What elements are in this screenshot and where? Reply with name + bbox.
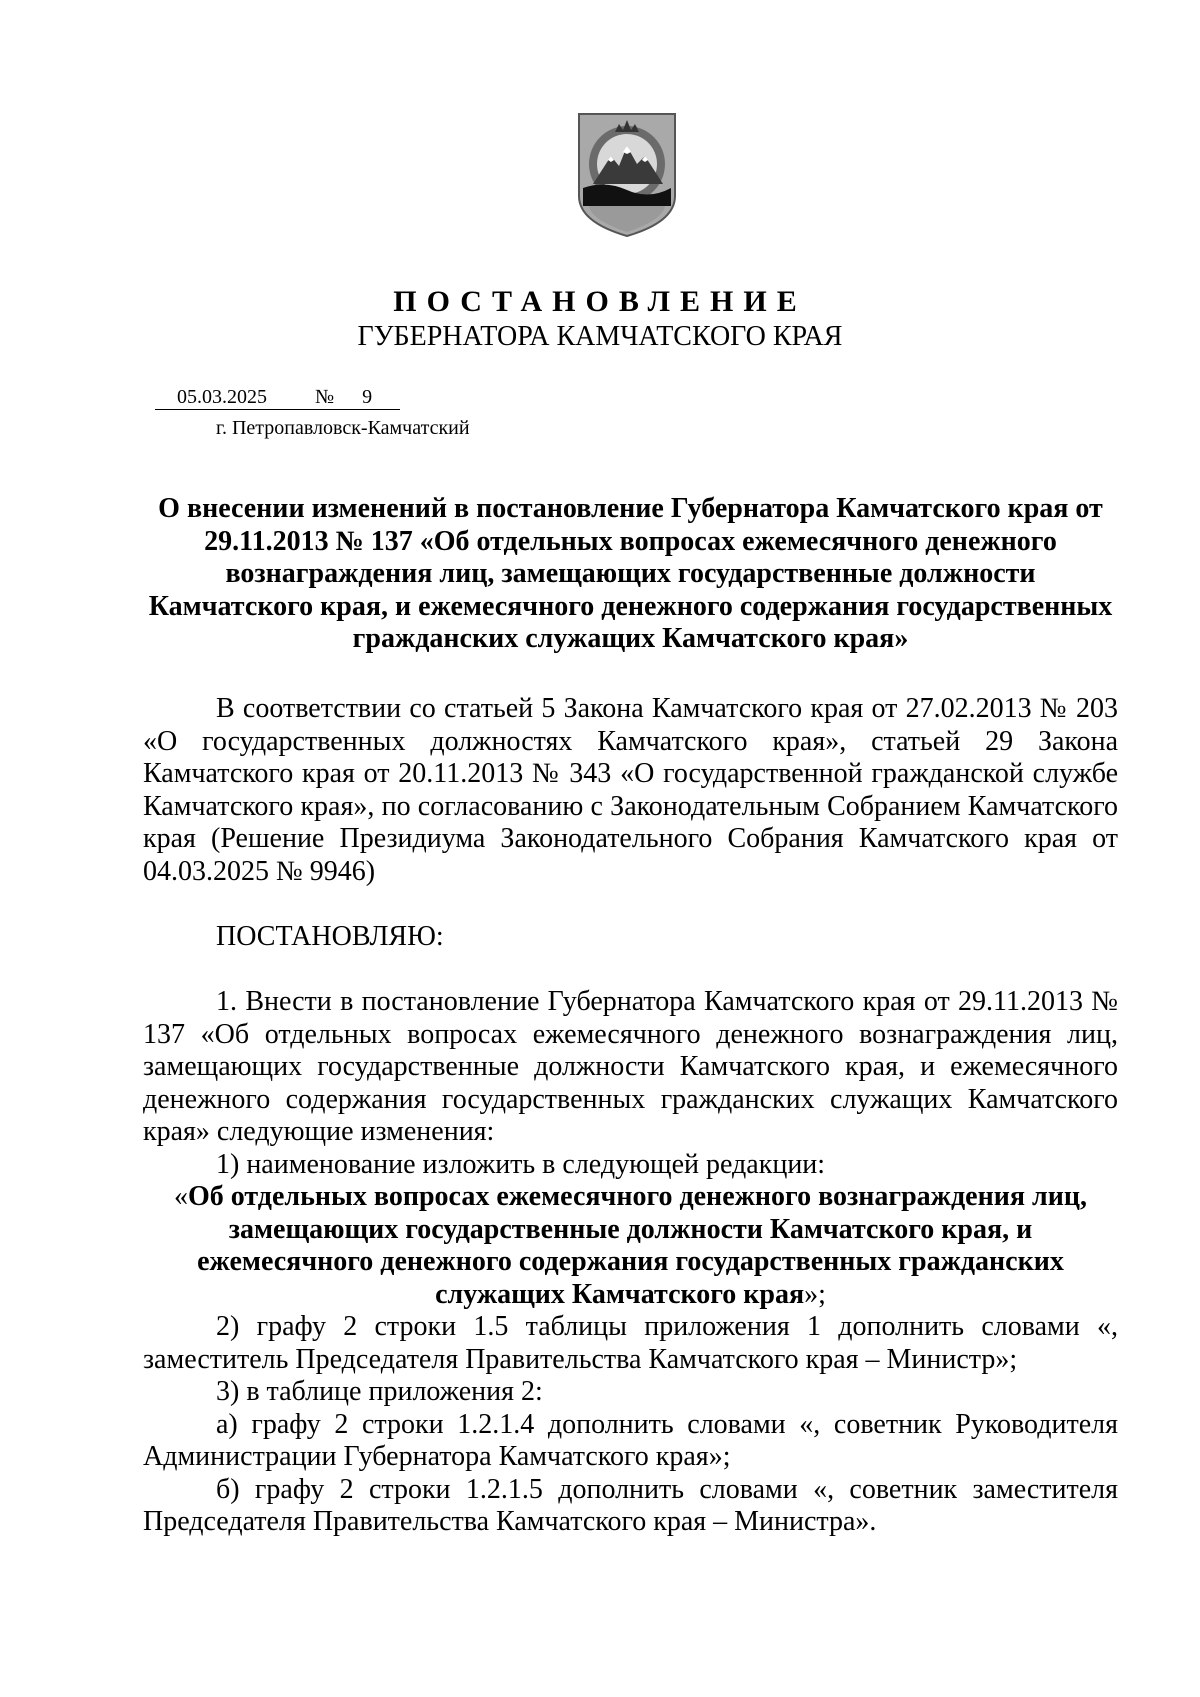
- sub-item-3a-text: а) графу 2 строки 1.2.1.4 дополнить словами «, советник Руководителя Администрации Губернатора Камчатского края»;: [143, 1408, 1118, 1472]
- document-date: 05.03.2025: [155, 385, 315, 410]
- document-number: 9: [334, 385, 400, 410]
- issuer-heading: ГУБЕРНАТОРА КАМЧАТСКОГО КРАЯ: [357, 321, 843, 352]
- decree-section: [143, 921, 1118, 954]
- document-title: О внесении изменений в постановление Губернатора Камчатского края от 29.11.2013 № 137 «Об отдельных вопросах ежемесячного денежного вознаграждения лиц, замещающих государственные должности Камчатского края, и ежемесячного денежного содержания государственных гражданских служащих Камчатского края»: [148, 493, 1113, 654]
- number-sign: №: [315, 386, 335, 408]
- kamchatka-coat-of-arms-icon: [575, 110, 679, 240]
- preamble-text: В соответствии со статьей 5 Закона Камчатского края от 27.02.2013 № 203 «О государственных должностях Камчатского края», статьей 29 Закона Камчатского края от 20.11.2013 № 343 «О государственной гражданской службе Камчатского края», по согласованию с Законодательным Собранием Камчатского края (Решение Президиума Законодательного Собрания Камчатского края от 04.03.2025 № 9946): [143, 693, 1118, 887]
- item-1-text: 1. Внести в постановление Губернатора Камчатского края от 29.11.2013 № 137 «Об отдельных вопросах ежемесячного денежного вознаграждения лиц, замещающих государственные должности Камчатского края, и ежемесячного денежного содержания государственных гражданских служащих Камчатского края» следующие изменения:: [143, 986, 1118, 1147]
- document-type-heading: ПОСТАНОВЛЕНИЕ: [393, 285, 807, 318]
- amendments-section: [143, 986, 1118, 1539]
- new-name-close-quote: »;: [804, 1278, 826, 1310]
- preamble-section: [143, 693, 1118, 888]
- decree-word: ПОСТАНОВЛЯЮ:: [216, 921, 444, 952]
- date-number-line: [155, 385, 400, 410]
- new-name-open-quote: «: [174, 1181, 189, 1212]
- sub-item-2-text: 2) графу 2 строки 1.5 таблицы приложения 1 дополнить словами «, заместитель Председателя Правительства Камчатского края – Министр»;: [143, 1311, 1118, 1375]
- sub-item-3b-text: б) графу 2 строки 1.2.1.5 дополнить словами «, советник заместителя Председателя Правительства Камчатского края – Министра».: [143, 1473, 1118, 1537]
- new-name-bold-text: Об отдельных вопросах ежемесячного денежного вознаграждения лиц, замещающих государственные должности Камчатского края, и ежемесячного денежного содержания государственных гражданских служащих Камчатского края: [188, 1181, 1087, 1310]
- new-name-paragraph: [143, 1181, 1118, 1311]
- city-label: г. Петропавловск-Камчатский: [216, 417, 470, 439]
- sub-item-1-text: 1) наименование изложить в следующей редакции:: [216, 1148, 826, 1180]
- sub-item-3-text: 3) в таблице приложения 2:: [216, 1376, 543, 1407]
